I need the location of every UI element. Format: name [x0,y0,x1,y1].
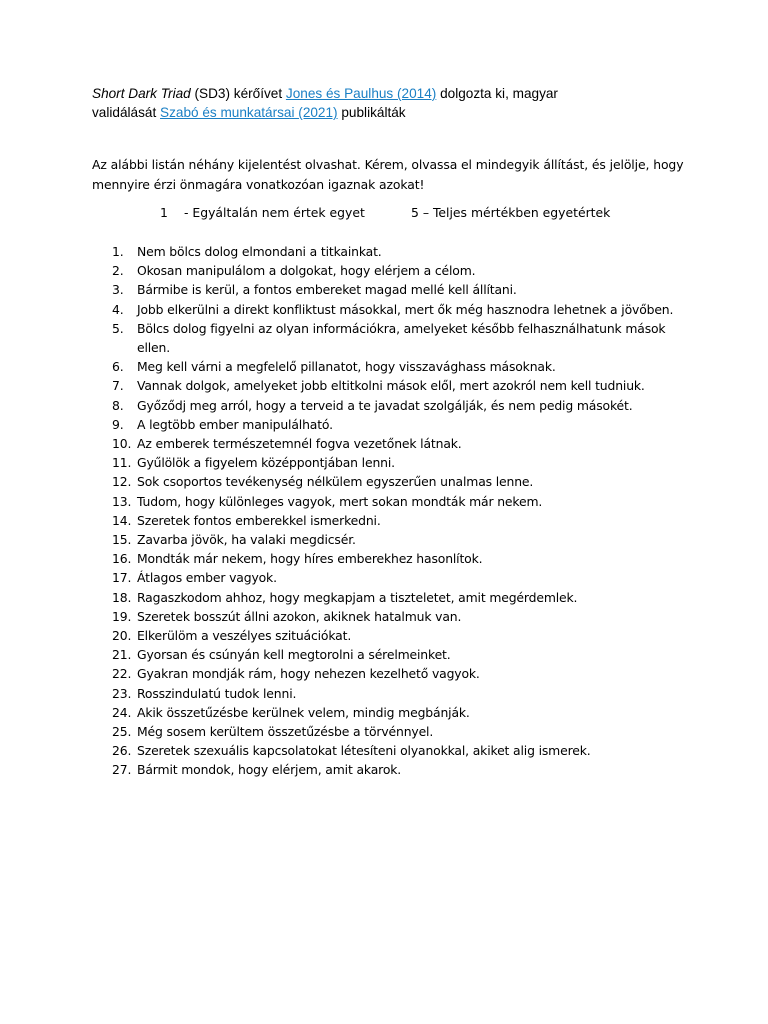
item-text: Ragaszkodom ahhoz, hogy megkapjam a tiszteletet, amit megérdemlek. [137,589,578,605]
list-item [112,549,682,568]
item-number: 7. [112,378,124,394]
item-text: Bármit mondok, hogy elérjem, amit akarok. [137,762,402,778]
item-number: 10. [112,436,132,452]
list-item [112,722,682,741]
item-number: 20. [112,628,132,644]
item-number: 4. [112,301,124,317]
list-item [112,319,682,357]
list-item [112,530,682,549]
item-text: Gyűlölök a figyelem középpontjában lenni. [137,455,395,471]
list-item [112,588,682,607]
item-number: 3. [112,282,124,298]
item-text: Győződj meg arról, hogy a terveid a te javadat szolgálják, és nem pedig másokét. [137,397,633,413]
item-text: Sok csoportos tevékenység nélkülem egyszerűen unalmas lenne. [137,474,534,490]
item-number: 14. [112,512,132,528]
item-number: 9. [112,416,124,432]
jones-paulhus-link[interactable]: Jones és Paulhus (2014) [285,86,437,101]
list-item [112,357,682,376]
scale-name: Short Dark Triad [92,86,191,101]
item-number: 12. [112,474,132,490]
intro-text-abbr: (SD3) kérőívet [194,86,283,101]
list-item [112,242,682,261]
item-text: Szeretek fontos emberekkel ismerkedni. [137,512,381,528]
instructions-text: Az alábbi listán néhány kijelentést olvashat. Kérem, olvassa el mindegyik állítást, és jelölje, hogy mennyire érzi önmagára vonatkozóan igaznak azokat! [92,157,684,192]
list-item [112,645,682,664]
item-number: 2. [112,263,124,279]
item-number: 15. [112,532,132,548]
list-item [112,492,682,511]
item-list [112,242,682,780]
item-number: 5. [112,320,124,336]
list-item [112,684,682,703]
item-number: 19. [112,608,132,624]
item-text: Gyakran mondják rám, hogy nehezen kezelhető vagyok. [137,666,480,682]
item-number: 1. [112,244,124,259]
list-item [112,568,682,587]
item-number: 6. [112,359,124,375]
item-text: Szeretek bosszút állni azokon, akiknek hatalmuk van. [137,608,462,624]
item-text: Rosszindulatú tudok lenni. [137,685,297,701]
item-text: Tudom, hogy különleges vagyok, mert sokan mondták már nekem. [137,493,543,509]
item-text: A legtöbb ember manipulálható. [137,416,333,432]
list-item [112,626,682,645]
scale-high-anchor [411,203,610,222]
item-number: 24. [112,704,132,720]
list-item [112,453,682,472]
item-number: 11. [112,455,132,471]
item-number: 26. [112,743,132,759]
list-item [112,396,682,415]
item-text: Zavarba jövök, ha valaki megdicsér. [137,532,356,548]
item-text: Okosan manipulálom a dolgokat, hogy elérjem a célom. [137,263,476,279]
intro-text-line2-start: validálását [92,105,157,120]
item-number: 21. [112,647,132,663]
item-number: 13. [112,493,132,509]
item-text: Még sosem kerültem összetűzésbe a törvénnyel. [137,724,434,740]
item-text: Jobb elkerülni a direkt konfliktust másokkal, mert ők még hasznodra lehetnek a jövőben. [137,301,674,317]
list-item [112,415,682,434]
intro-text-end: publikálták [341,105,406,120]
item-text: Akik összetűzésbe kerülnek velem, mindig megbánják. [137,704,470,720]
list-item [112,434,682,453]
szabo-link[interactable]: Szabó és munkatársai (2021) [160,105,338,120]
intro-paragraph [92,84,692,122]
item-number: 27. [112,762,132,778]
list-item [112,280,682,299]
item-number: 8. [112,397,124,413]
list-item [112,511,682,530]
item-text: Bölcs dolog figyelni az olyan információkra, amelyeket később felhasználhatunk mások ellen. [137,320,666,356]
item-text: Az emberek természetemnél fogva vezetőnek látnak. [137,436,462,452]
item-number: 23. [112,685,132,701]
scale-low-anchor [160,203,365,222]
list-item [112,703,682,722]
item-number: 18. [112,589,132,605]
item-text: Gyorsan és csúnyán kell megtorolni a sérelmeinket. [137,647,451,663]
item-text: Meg kell várni a megfelelő pillanatot, hogy visszavághass másoknak. [137,359,556,375]
item-number: 16. [112,551,132,567]
item-text: Bármibe is kerül, a fontos embereket magad mellé kell állítani. [137,282,517,298]
item-text: Átlagos ember vagyok. [137,570,277,586]
item-text: Szeretek szexuális kapcsolatokat létesíteni olyanokkal, akiket alig ismerek. [137,743,591,759]
list-item [112,376,682,395]
scale-low-label: - Egyáltalán nem értek egyet [184,205,365,220]
list-item [112,472,682,491]
item-text: Nem bölcs dolog elmondani a titkainkat. [137,244,382,259]
item-number: 17. [112,570,132,586]
scale-low-number: 1 [160,205,168,220]
list-item [112,607,682,626]
item-number: 25. [112,724,132,740]
list-item [112,261,682,280]
item-text: Mondták már nekem, hogy híres emberekhez hasonlítok. [137,551,483,567]
intro-text-mid: dolgozta ki, magyar [440,86,558,101]
list-item [112,760,682,779]
list-item [112,300,682,319]
item-text: Elkerülöm a veszélyes szituációkat. [137,628,352,644]
scale-high-label: 5 – Teljes mértékben egyetértek [411,205,611,220]
item-number: 22. [112,666,132,682]
item-text: Vannak dolgok, amelyeket jobb eltitkolni mások elől, mert azokról nem kell tudniuk. [137,378,645,394]
list-item [112,741,682,760]
list-item [112,664,682,683]
